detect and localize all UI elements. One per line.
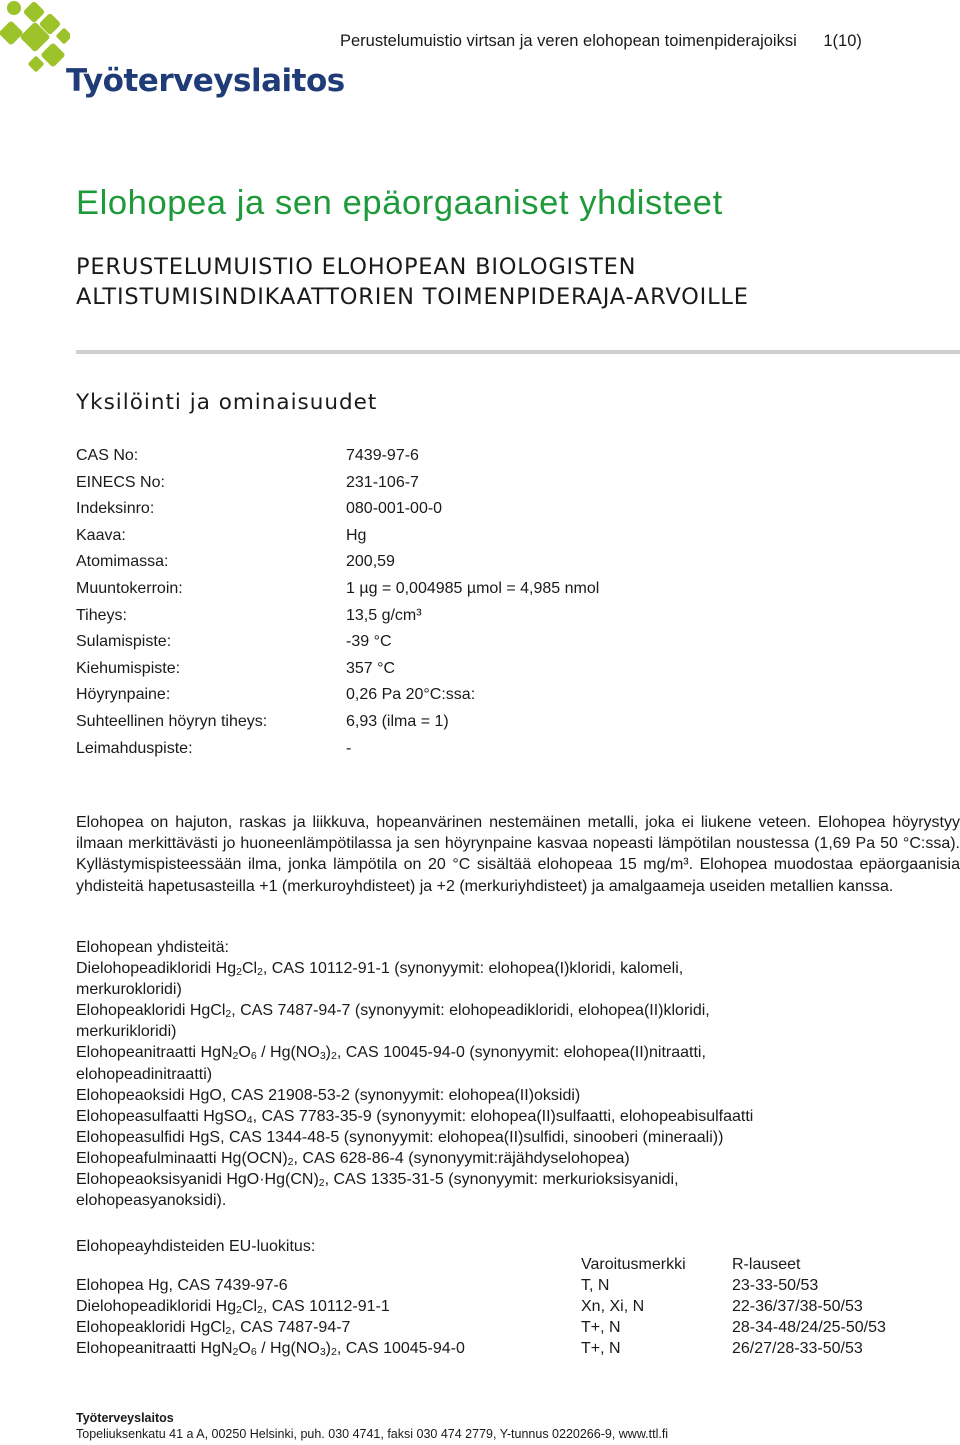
property-label: Kaava:	[76, 526, 126, 544]
property-value: Hg	[346, 526, 367, 544]
column-header-r-phrases: R-lauseet	[732, 1256, 801, 1273]
r-phrase-cell: 28-34-48/24/25-50/53	[732, 1319, 886, 1336]
warning-cell: T+, N	[581, 1319, 621, 1336]
r-phrase-cell: 22-36/37/38-50/53	[732, 1298, 863, 1315]
subtitle-line-1: PERUSTELUMUISTIO ELOHOPEAN BIOLOGISTEN	[76, 254, 637, 280]
divider	[76, 350, 960, 354]
document-header	[340, 32, 862, 51]
property-value: 13,5 g/cm³	[346, 606, 422, 624]
substance-cell: Elohopeanitraatti $HgN_2O_6 / Hg(NO_3)_2$, CAS 10045-94-0	[76, 1340, 465, 1358]
compound-line: Elohopeanitraatti $HgN_2O_6 / Hg(NO_3)_2$, CAS 10045-94-0 (synonyymit: elohopea(II)nitraatti,	[76, 1044, 706, 1063]
subtitle	[76, 252, 749, 312]
document-header-title: Perustelumuistio virtsan ja veren elohopean toimenpiderajoiksi	[340, 32, 797, 50]
property-value: -39 °C	[346, 633, 392, 651]
compound-line: merkurokloridi)	[76, 981, 182, 999]
property-value: 080-001-00-0	[346, 500, 443, 518]
property-label: Suhteellinen höyryn tiheys:	[76, 712, 268, 730]
property-label: Leimahduspiste:	[76, 739, 193, 757]
property-label: Höyrynpaine:	[76, 686, 171, 704]
property-value: 231-106-7	[346, 473, 419, 491]
substance-cell: Dielohopeadikloridi $Hg_2Cl_2$, CAS 10112-91-1	[76, 1298, 390, 1316]
compound-line: Elohopeaoksisyanidi $HgO\cdot Hg(CN)_2$, CAS 1335-31-5 (synonyymit: merkurioksisyanidi,	[76, 1171, 679, 1190]
footer-address: Topeliuksenkatu 41 a A, 00250 Helsinki, puh. 030 4741, faksi 030 474 2779, Y-tunnus 0220266-9, www.ttl.fi	[76, 1427, 669, 1441]
warning-cell: T+, N	[581, 1340, 621, 1357]
property-value: 0,26 Pa 20°C:ssa:	[346, 686, 476, 704]
warning-cell: Xn, Xi, N	[581, 1298, 645, 1315]
ttl-logo	[0, 0, 345, 110]
property-label: Atomimassa:	[76, 553, 169, 571]
logo-mark-icon	[0, 0, 70, 92]
footer-org: Työterveyslaitos	[76, 1411, 174, 1425]
property-label: Tiheys:	[76, 606, 127, 624]
compounds-list	[76, 937, 960, 1211]
property-label: Kiehumispiste:	[76, 659, 181, 677]
page-number: 1(10)	[823, 32, 862, 50]
column-header-warning: Varoitusmerkki	[581, 1256, 686, 1273]
section-title: Yksilöinti ja ominaisuudet	[76, 390, 378, 415]
description-paragraph: Elohopea on hajuton, raskas ja liikkuva, hopeanvärinen nestemäinen metalli, joka ei liukene veteen. Elohopea höyrystyy ilmaan merkittävästi jo huoneenlämpötilassa ja sen höyrynpaine kasvaa nopeasti lämpötilan noustessa (1,69 Pa 50 °C:ssa). Kyllästymispisteessään ilma, jonka lämpötila on 20 °C sisältää elohopeaa 15 mg/m³. Elohopea muodostaa epäorgaanisia yhdisteitä hapetusasteilla +1 (merkuroyhdisteet) ja +2 (merkuriyhdisteet) ja amalgaameja useiden metallien kanssa.	[76, 814, 960, 895]
substance-cell: Elohopeakloridi HgCl$_2$, CAS 7487-94-7	[76, 1319, 351, 1337]
compound-line: elohopeasyanoksidi).	[76, 1192, 227, 1210]
property-value: 6,93 (ilma = 1)	[346, 712, 449, 730]
warning-cell: T, N	[581, 1277, 610, 1294]
compound-line: Elohopeaoksidi HgO, CAS 21908-53-2 (synonyymit: elohopea(II)oksidi)	[76, 1086, 581, 1104]
compound-line: elohopeadinitraatti)	[76, 1065, 213, 1083]
property-value: 7439-97-6	[346, 447, 419, 464]
property-label: Sulamispiste:	[76, 633, 172, 651]
compound-line: Dielohopeadikloridi $Hg_2Cl_2$, CAS 10112-91-1 (synonyymit: elohopea(I)kloridi, kalomeli,	[76, 960, 684, 979]
property-label: CAS No:	[76, 447, 139, 464]
property-value: 1 µg = 0,004985 µmol = 4,985 nmol	[346, 579, 600, 597]
property-value: 200,59	[346, 553, 395, 571]
subtitle-line-2: ALTISTUMISINDIKAATTORIEN TOIMENPIDERAJA-ARVOILLE	[76, 284, 749, 310]
property-label: Indeksinro:	[76, 500, 155, 518]
r-phrase-cell: 26/27/28-33-50/53	[732, 1340, 863, 1357]
property-label: EINECS No:	[76, 473, 165, 491]
compound-line: Elohopeasulfidi HgS, CAS 1344-48-5 (synonyymit: elohopea(II)sulfidi, sinooberi (mineraali))	[76, 1128, 724, 1146]
compound-line: Elohopeakloridi HgCl$_2$, CAS 7487-94-7 (synonyymit: elohopeadikloridi, elohopea(II)kloridi,	[76, 1002, 710, 1021]
r-phrase-cell: 23-33-50/53	[732, 1277, 819, 1294]
compound-line: Elohopeafulminaatti $Hg(OCN)_2$, CAS 628-86-4 (synonyymit:räjähdyselohopea)	[76, 1149, 630, 1168]
compound-line: merkurikloridi)	[76, 1023, 177, 1041]
logo-wordmark: Työterveyslaitos	[66, 63, 345, 99]
property-value: -	[346, 739, 352, 757]
property-value: 357 °C	[346, 659, 396, 677]
main-title: Elohopea ja sen epäorgaaniset yhdisteet	[76, 184, 723, 222]
compounds-heading: Elohopean yhdisteitä:	[76, 939, 229, 956]
substance-cell: Elohopea Hg, CAS 7439-97-6	[76, 1277, 288, 1294]
page-footer	[76, 1410, 668, 1442]
compound-line: Elohopeasulfaatti HgSO$_4$, CAS 7783-35-9 (synonyymit: elohopea(II)sulfaatti, elohopeabisulfaatti	[76, 1107, 754, 1126]
eu-classification-heading: Elohopeayhdisteiden EU-luokitus:	[76, 1238, 316, 1255]
property-label: Muuntokerroin:	[76, 579, 183, 597]
